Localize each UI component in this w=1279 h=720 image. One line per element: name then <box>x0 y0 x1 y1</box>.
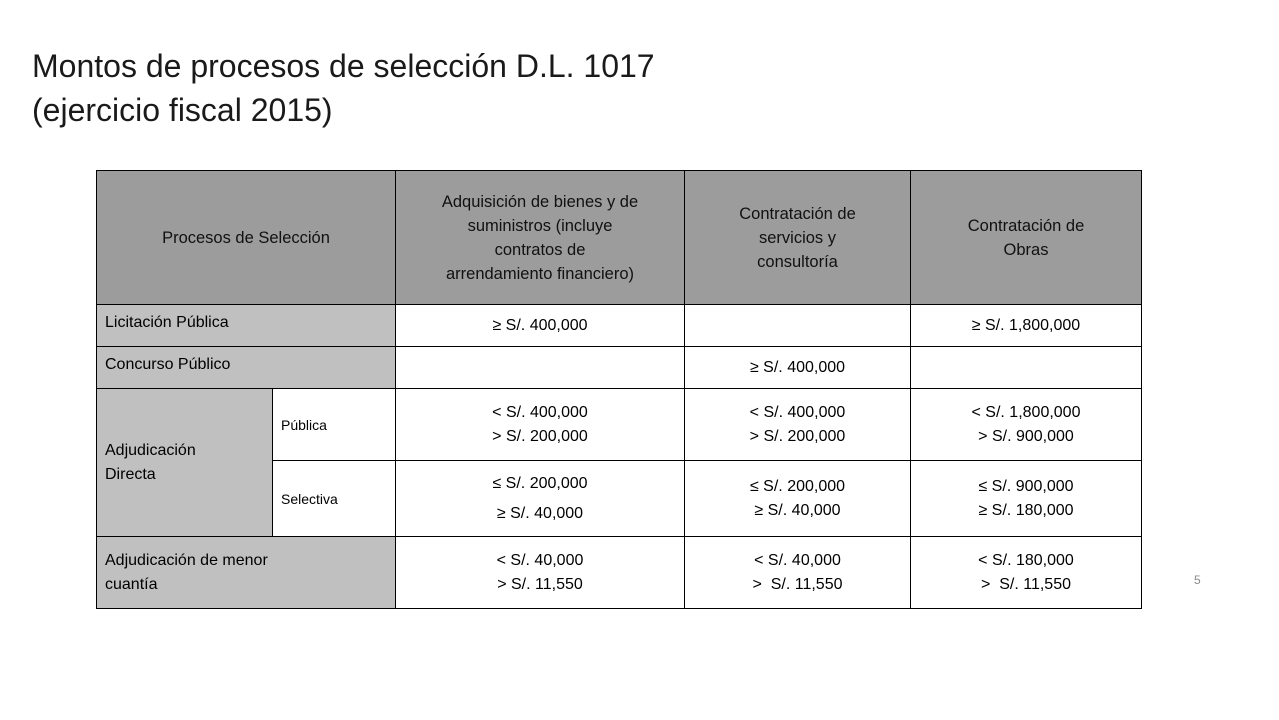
row-label-line: Adjudicación de menor <box>105 551 268 569</box>
row-label-concurso: Concurso Público <box>97 347 396 389</box>
cell-publica-servicios <box>685 389 911 461</box>
header-procesos: Procesos de Selección <box>97 171 396 305</box>
header-bienes <box>396 171 685 305</box>
selection-process-table <box>96 170 1142 609</box>
cell-line: > S/. 11,550 <box>497 575 583 593</box>
table-header-row <box>97 171 1142 305</box>
cell-line: ≥ S/. 180,000 <box>978 501 1074 519</box>
header-servicios-line: Contratación de <box>739 204 856 223</box>
cell-selectiva-bienes <box>396 461 685 537</box>
cell-menor-bienes <box>396 537 685 609</box>
row-label-line: Directa <box>105 465 156 483</box>
cell-menor-servicios <box>685 537 911 609</box>
cell-menor-obras <box>911 537 1142 609</box>
header-obras-line: Obras <box>1003 240 1049 259</box>
cell-line: ≤ S/. 200,000 <box>492 474 588 492</box>
header-servicios <box>685 171 911 305</box>
header-obras-line: Contratación de <box>967 216 1085 235</box>
cell-line: ≥ S/. 40,000 <box>496 504 584 522</box>
cell-line: < S/. 40,000 <box>496 551 584 569</box>
cell-licitacion-bienes: ≥ S/. 400,000 <box>396 305 685 347</box>
cell-line: > S/. 900,000 <box>978 427 1074 445</box>
cell-selectiva-servicios <box>685 461 911 537</box>
sub-label-selectiva: Selectiva <box>273 461 396 537</box>
slide-title <box>32 44 655 132</box>
cell-line: > S/. 200,000 <box>492 427 588 445</box>
header-servicios-line: servicios y <box>758 228 836 247</box>
page-number: 5 <box>1194 573 1201 587</box>
cell-line: ≤ S/. 200,000 <box>749 477 846 495</box>
header-servicios-line: consultoría <box>757 252 838 271</box>
cell-licitacion-servicios <box>685 305 911 347</box>
cell-concurso-bienes <box>396 347 685 389</box>
table-row-licitacion <box>97 305 1142 347</box>
header-bienes-line: arrendamiento financiero) <box>445 264 635 283</box>
header-bienes-line: contratos de <box>494 240 586 259</box>
cell-line: < S/. 40,000 <box>754 551 841 569</box>
cell-publica-obras <box>911 389 1142 461</box>
cell-licitacion-obras: ≥ S/. 1,800,000 <box>911 305 1142 347</box>
row-label-menor-cuantia <box>97 537 396 609</box>
cell-line: < S/. 400,000 <box>492 403 588 421</box>
cell-line: < S/. 1,800,000 <box>971 403 1081 421</box>
cell-line: ≤ S/. 900,000 <box>978 477 1074 495</box>
cell-selectiva-obras <box>911 461 1142 537</box>
header-obras <box>911 171 1142 305</box>
cell-line: > S/. 11,550 <box>752 575 843 593</box>
table-row-adjudicacion-publica <box>97 389 1142 461</box>
title-line-2: (ejercicio fiscal 2015) <box>32 92 333 128</box>
row-label-line: cuantía <box>105 575 158 593</box>
cell-line: < S/. 180,000 <box>978 551 1074 569</box>
header-bienes-line: Adquisición de bienes y de <box>441 192 639 211</box>
title-line-1: Montos de procesos de selección D.L. 1017 <box>32 48 655 84</box>
row-label-adjudicacion-directa <box>97 389 273 537</box>
cell-concurso-servicios: ≥ S/. 400,000 <box>685 347 911 389</box>
row-label-licitacion: Licitación Pública <box>97 305 396 347</box>
table-row-menor-cuantia <box>97 537 1142 609</box>
table-row-concurso <box>97 347 1142 389</box>
sub-label-publica: Pública <box>273 389 396 461</box>
cell-line: > S/. 11,550 <box>981 575 1071 593</box>
header-bienes-line: suministros (incluye <box>467 216 613 235</box>
cell-line: > S/. 200,000 <box>749 427 846 445</box>
cell-publica-bienes <box>396 389 685 461</box>
cell-line: ≥ S/. 40,000 <box>754 501 841 519</box>
cell-line: < S/. 400,000 <box>749 403 846 421</box>
row-label-line: Adjudicación <box>105 441 196 459</box>
cell-concurso-obras <box>911 347 1142 389</box>
